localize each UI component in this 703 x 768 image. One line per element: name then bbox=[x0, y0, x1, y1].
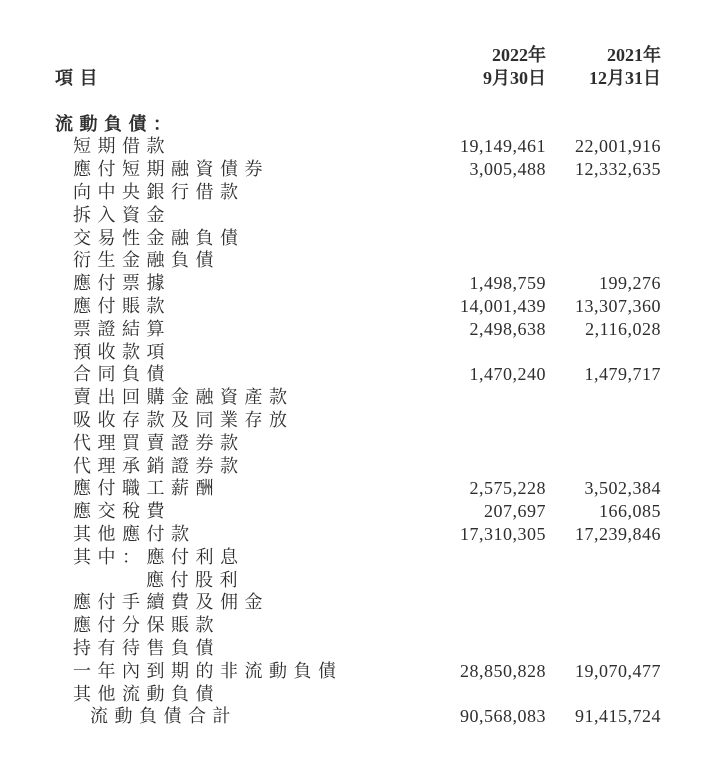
row-label: 應付短期融資債券 bbox=[73, 159, 269, 180]
row-label: 代理承銷證券款 bbox=[73, 455, 245, 476]
item-column-label: 項目 bbox=[55, 67, 104, 88]
value-2021-12-31: 12,332,635 bbox=[575, 159, 661, 180]
table-row bbox=[55, 523, 661, 546]
value-2022-09-30 bbox=[431, 637, 546, 660]
table-row bbox=[55, 363, 661, 386]
row-label-cell bbox=[55, 705, 431, 728]
value-2022-09-30 bbox=[431, 409, 546, 432]
value-2021-12-31: 166,085 bbox=[599, 501, 661, 522]
value-2021-12-31 bbox=[546, 637, 661, 660]
row-label: 衍生金融負債 bbox=[73, 250, 220, 271]
value-2021-12-31 bbox=[546, 432, 661, 455]
row-label-cell bbox=[55, 546, 431, 569]
table-row bbox=[55, 158, 661, 181]
table-row bbox=[55, 683, 661, 706]
row-label: 預收款項 bbox=[73, 341, 171, 362]
row-label: 應付賬款 bbox=[73, 295, 171, 316]
row-label-cell bbox=[55, 272, 431, 295]
row-label: 拆入資金 bbox=[73, 204, 171, 225]
value-2021-12-31 bbox=[546, 204, 661, 227]
value-2021-12-31: 1,479,717 bbox=[584, 364, 661, 385]
row-label-cell bbox=[55, 295, 431, 318]
value-2022-09-30: 207,697 bbox=[484, 501, 546, 522]
row-label-cell bbox=[55, 637, 431, 660]
value-2021-12-31: 13,307,360 bbox=[575, 295, 661, 316]
value-2022-09-30 bbox=[431, 204, 546, 227]
value-2022-09-30: 2,575,228 bbox=[469, 478, 546, 499]
row-label-cell bbox=[55, 500, 431, 523]
row-label-cell bbox=[55, 523, 431, 546]
date-2022-label: 9月30日 bbox=[483, 67, 546, 88]
row-label: 持有待售負債 bbox=[73, 637, 220, 658]
row-label: 合同負債 bbox=[73, 364, 171, 385]
table-row bbox=[55, 341, 661, 364]
value-2021-12-31 bbox=[546, 181, 661, 204]
row-label-cell bbox=[55, 591, 431, 614]
value-2022-09-30: 90,568,083 bbox=[460, 706, 546, 727]
value-2022-09-30 bbox=[431, 591, 546, 614]
value-2022-09-30: 17,310,305 bbox=[460, 523, 546, 544]
value-2022-09-30: 3,005,488 bbox=[469, 159, 546, 180]
section-title-current-liabilities: 流動負債： bbox=[55, 113, 178, 134]
row-label: 向中央銀行借款 bbox=[73, 181, 245, 202]
value-2021-12-31 bbox=[546, 591, 661, 614]
column-header-2022 bbox=[431, 44, 546, 90]
table-row bbox=[55, 318, 661, 341]
value-2021-12-31: 2,116,028 bbox=[585, 318, 661, 339]
row-label: 應付票據 bbox=[73, 273, 171, 294]
value-2022-09-30 bbox=[431, 546, 546, 569]
value-2021-12-31: 19,070,477 bbox=[575, 660, 661, 681]
value-2022-09-30 bbox=[431, 614, 546, 637]
value-2022-09-30: 1,498,759 bbox=[469, 273, 546, 294]
item-column-header bbox=[55, 67, 431, 90]
row-label-cell bbox=[55, 227, 431, 250]
row-label: 應付股利 bbox=[146, 569, 244, 590]
row-label: 賣出回購金融資產款 bbox=[73, 387, 294, 408]
value-2022-09-30 bbox=[431, 181, 546, 204]
value-2021-12-31 bbox=[546, 409, 661, 432]
row-label-cell bbox=[55, 455, 431, 478]
value-2022-09-30: 19,149,461 bbox=[460, 136, 546, 157]
value-2021-12-31 bbox=[546, 614, 661, 637]
table-row bbox=[55, 660, 661, 683]
row-label: 代理買賣證券款 bbox=[73, 432, 245, 453]
table-row bbox=[55, 432, 661, 455]
table-row bbox=[55, 272, 661, 295]
value-2022-09-30 bbox=[431, 683, 546, 706]
value-2021-12-31: 91,415,724 bbox=[575, 706, 661, 727]
row-label-cell bbox=[55, 204, 431, 227]
value-2021-12-31: 199,276 bbox=[599, 273, 661, 294]
row-label-cell bbox=[55, 249, 431, 272]
table-row bbox=[55, 409, 661, 432]
value-2022-09-30: 14,001,439 bbox=[460, 295, 546, 316]
row-label: 應付職工薪酬 bbox=[73, 478, 220, 499]
row-label-cell bbox=[55, 363, 431, 386]
row-label: 應交稅費 bbox=[73, 501, 171, 522]
row-label-cell bbox=[55, 341, 431, 364]
column-header-2021 bbox=[546, 44, 661, 90]
row-label: 其他應付款 bbox=[73, 523, 196, 544]
table-row bbox=[55, 386, 661, 409]
table-row bbox=[55, 637, 661, 660]
value-2022-09-30: 2,498,638 bbox=[469, 318, 546, 339]
date-2021-label: 12月31日 bbox=[589, 67, 661, 88]
value-2021-12-31 bbox=[546, 341, 661, 364]
table-row bbox=[55, 455, 661, 478]
row-label-cell bbox=[55, 409, 431, 432]
year-2022-label: 2022年 bbox=[492, 45, 546, 65]
table-row bbox=[55, 295, 661, 318]
row-label-cell bbox=[55, 181, 431, 204]
value-2022-09-30 bbox=[431, 432, 546, 455]
value-2021-12-31: 22,001,916 bbox=[575, 136, 661, 157]
row-label-cell bbox=[55, 569, 431, 592]
value-2021-12-31 bbox=[546, 249, 661, 272]
row-label-cell bbox=[55, 477, 431, 500]
table-row bbox=[55, 705, 661, 728]
value-2022-09-30 bbox=[431, 249, 546, 272]
value-2022-09-30: 1,470,240 bbox=[469, 364, 546, 385]
table-row bbox=[55, 135, 661, 158]
table-row bbox=[55, 591, 661, 614]
table-row bbox=[55, 204, 661, 227]
row-label-cell bbox=[55, 683, 431, 706]
row-label: 一年內到期的非流動負債 bbox=[73, 660, 343, 681]
value-2021-12-31 bbox=[546, 546, 661, 569]
row-label: 流動負債合計 bbox=[90, 706, 237, 727]
row-label: 交易性金融負債 bbox=[73, 227, 245, 248]
row-label: 其他流動負債 bbox=[73, 683, 220, 704]
row-label: 吸收存款及同業存放 bbox=[73, 409, 294, 430]
table-header bbox=[55, 44, 661, 90]
table-row bbox=[55, 227, 661, 250]
table-row bbox=[55, 500, 661, 523]
row-label-cell bbox=[55, 135, 431, 158]
value-2021-12-31: 17,239,846 bbox=[575, 523, 661, 544]
row-label-cell bbox=[55, 614, 431, 637]
value-2021-12-31 bbox=[546, 455, 661, 478]
row-label-cell bbox=[55, 660, 431, 683]
table-row bbox=[55, 477, 661, 500]
value-2022-09-30 bbox=[431, 455, 546, 478]
value-2022-09-30: 28,850,828 bbox=[460, 660, 546, 681]
value-2021-12-31 bbox=[546, 386, 661, 409]
table-row bbox=[55, 614, 661, 637]
value-2022-09-30 bbox=[431, 386, 546, 409]
row-label: 其中：應付利息 bbox=[73, 546, 245, 567]
row-label: 應付手續費及佣金 bbox=[73, 592, 269, 613]
year-2021-label: 2021年 bbox=[607, 45, 661, 65]
row-label-cell bbox=[55, 158, 431, 181]
value-2021-12-31: 3,502,384 bbox=[584, 478, 661, 499]
row-label-cell bbox=[55, 432, 431, 455]
table-row bbox=[55, 569, 661, 592]
value-2021-12-31 bbox=[546, 683, 661, 706]
value-2022-09-30 bbox=[431, 341, 546, 364]
row-label: 應付分保賬款 bbox=[73, 615, 220, 636]
value-2021-12-31 bbox=[546, 569, 661, 592]
row-label: 票證結算 bbox=[73, 318, 171, 339]
table-row bbox=[55, 249, 661, 272]
table-row bbox=[55, 181, 661, 204]
value-2021-12-31 bbox=[546, 227, 661, 250]
row-label-cell bbox=[55, 318, 431, 341]
liabilities-table-body bbox=[55, 135, 661, 728]
row-label: 短期借款 bbox=[73, 136, 171, 157]
table-row bbox=[55, 546, 661, 569]
value-2022-09-30 bbox=[431, 569, 546, 592]
value-2022-09-30 bbox=[431, 227, 546, 250]
row-label-cell bbox=[55, 386, 431, 409]
